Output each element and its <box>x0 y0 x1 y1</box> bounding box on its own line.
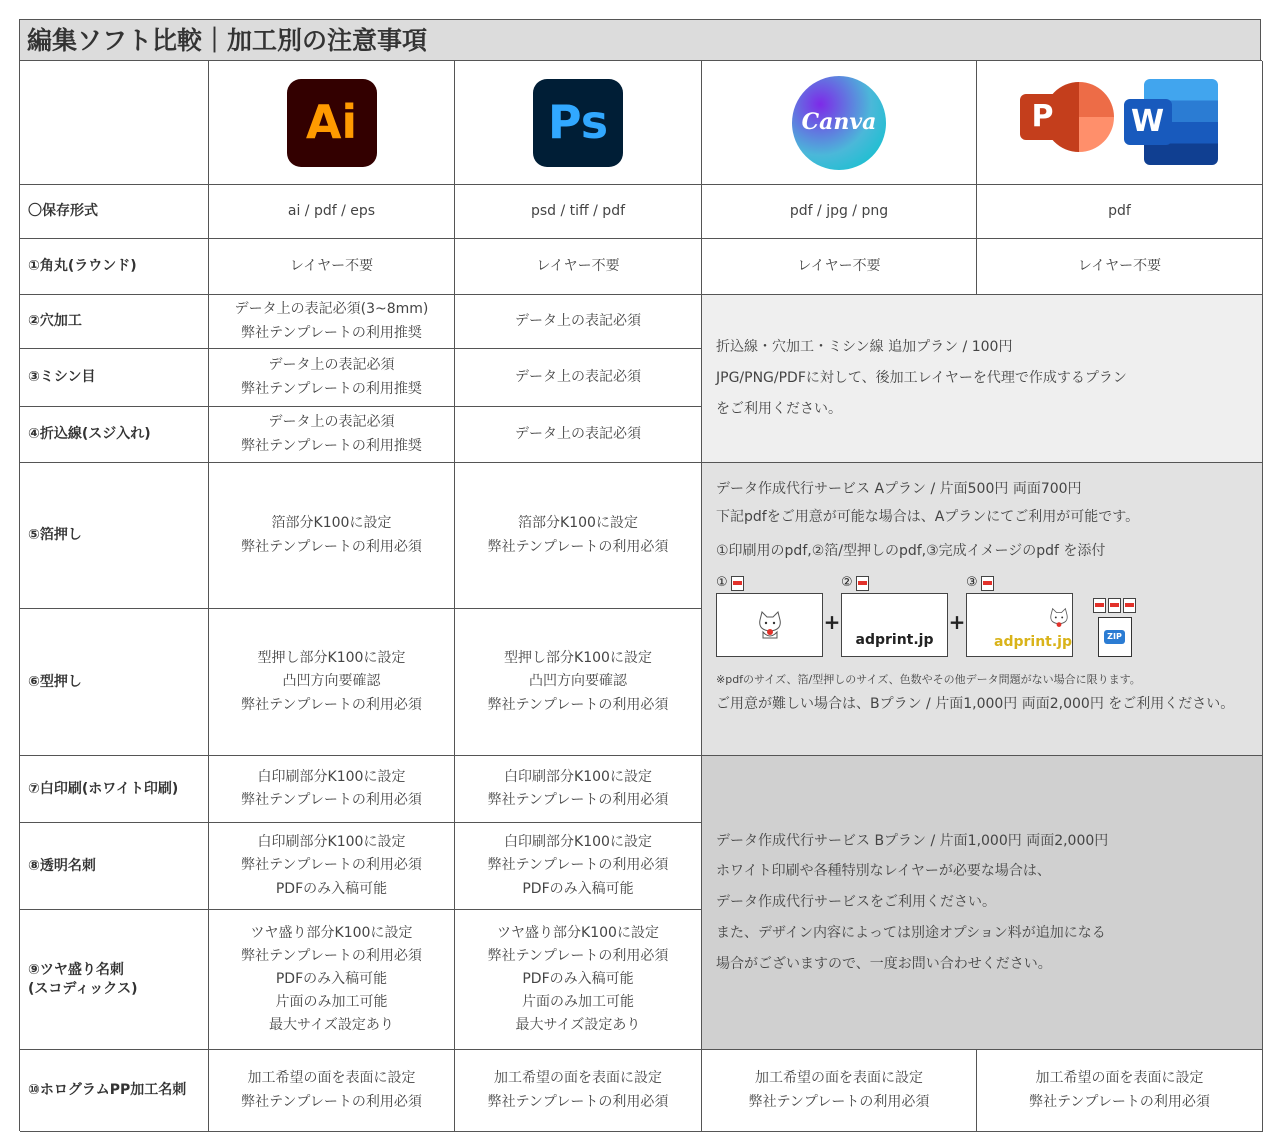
pdf-icon <box>1108 598 1121 613</box>
header-office <box>977 61 1263 185</box>
canva-icon: Canva <box>792 76 886 170</box>
pdf-icon <box>856 576 869 591</box>
emboss-ps: 型押し部分K100に設定 凸凹方向要確認 弊社テンプレートの利用必須 <box>455 609 702 756</box>
gloss-ps: ツヤ盛り部分K100に設定 弊社テンプレートの利用必須 PDFのみ入稿可能 片面のみ加工可能 最大サイズ設定あり <box>455 910 702 1050</box>
hole-ps: データ上の表記必須 <box>455 295 702 349</box>
fold-ai: データ上の表記必須 弊社テンプレートの利用推奨 <box>209 407 455 463</box>
flow-box-3 <box>966 593 1073 657</box>
row-label-format: 〇保存形式 <box>20 185 209 239</box>
comparison-table <box>19 60 1262 1131</box>
hologram-ai: 加工希望の面を表面に設定 弊社テンプレートの利用必須 <box>209 1050 455 1132</box>
row-label-fold: ④折込線(スジ入れ) <box>20 407 209 463</box>
row-label-gloss: ⑨ツヤ盛り名刺 (スコディックス) <box>20 910 209 1050</box>
hologram-canva: 加工希望の面を表面に設定 弊社テンプレートの利用必須 <box>702 1050 977 1132</box>
flow-plus-1: + <box>823 610 841 634</box>
clear-ai: 白印刷部分K100に設定 弊社テンプレートの利用必須 PDFのみ入稿可能 <box>209 823 455 910</box>
row-label-hole: ②穴加工 <box>20 295 209 349</box>
flow-step-1 <box>716 573 823 657</box>
foil-ai: 箔部分K100に設定 弊社テンプレートの利用必須 <box>209 463 455 609</box>
powerpoint-letter: P <box>1020 94 1066 140</box>
plan-a-fallback: ご用意が難しい場合は、Bプラン / 片面1,000円 両面2,000円 をご利用ください。 <box>716 696 1235 713</box>
hologram-ps: 加工希望の面を表面に設定 弊社テンプレートの利用必須 <box>455 1050 702 1132</box>
row-label-hologram: ⑩ホログラムPP加工名刺 <box>20 1050 209 1132</box>
processing-plan-note: 折込線・穴加工・ミシン線 追加プラン / 100円 JPG/PNG/PDFに対して、後加工レイヤーを代理で作成するプラン をご利用ください。 <box>702 295 1263 463</box>
pdf-icon <box>981 576 994 591</box>
flow-step-3-number: ③ <box>966 575 978 591</box>
plan-a-note <box>702 463 1263 756</box>
row-label-foil: ⑤箔押し <box>20 463 209 609</box>
word-letter: W <box>1124 99 1172 145</box>
flow-step-2-number: ② <box>841 575 853 591</box>
round-canva: レイヤー不要 <box>702 239 977 295</box>
flow-step-1-number: ① <box>716 575 728 591</box>
header-illustrator <box>209 61 455 185</box>
pdf-icon <box>731 576 744 591</box>
foil-ps: 箔部分K100に設定 弊社テンプレートの利用必須 <box>455 463 702 609</box>
zip-bundle <box>1093 598 1136 657</box>
round-ai: レイヤー不要 <box>209 239 455 295</box>
zip-file-icon <box>1098 617 1132 657</box>
round-ps: レイヤー不要 <box>455 239 702 295</box>
hologram-office: 加工希望の面を表面に設定 弊社テンプレートの利用必須 <box>977 1050 1263 1132</box>
header-canva <box>702 61 977 185</box>
plan-a-small-note: ※pdfのサイズ、箔/型押しのサイズ、色数やその他データ問題がない場合に限ります。 <box>716 673 1141 686</box>
plan-a-text: データ作成代行サービス Aプラン / 片面500円 両面700円 下記pdfをご用意が可能な場合は、Aプランにてご利用が可能です。 <box>716 481 1140 525</box>
white-ai: 白印刷部分K100に設定 弊社テンプレートの利用必須 <box>209 756 455 823</box>
row-label-white: ⑦白印刷(ホワイト印刷) <box>20 756 209 823</box>
illustrator-icon: Ai <box>287 79 377 167</box>
format-ps: psd / tiff / pdf <box>455 185 702 239</box>
format-canva: pdf / jpg / png <box>702 185 977 239</box>
corner-cell <box>20 61 209 185</box>
format-ai: ai / pdf / eps <box>209 185 455 239</box>
flow-box-1 <box>716 593 823 657</box>
clear-ps: 白印刷部分K100に設定 弊社テンプレートの利用必須 PDFのみ入稿可能 <box>455 823 702 910</box>
flow-box-3-text: adprint.jp <box>994 633 1072 650</box>
emboss-ai: 型押し部分K100に設定 凸凹方向要確認 弊社テンプレートの利用必須 <box>209 609 455 756</box>
format-office: pdf <box>977 185 1263 239</box>
pdf-icon <box>1123 598 1136 613</box>
flow-step-3 <box>966 573 1073 657</box>
flow-step-2 <box>841 573 948 657</box>
flow-plus-2: + <box>948 610 966 634</box>
perforation-ps: データ上の表記必須 <box>455 349 702 407</box>
flow-box-2: adprint.jp <box>841 593 948 657</box>
row-label-round: ①角丸(ラウンド) <box>20 239 209 295</box>
zip-label: ZIP <box>1104 630 1125 643</box>
round-office: レイヤー不要 <box>977 239 1263 295</box>
photoshop-icon: Ps <box>533 79 623 167</box>
word-icon <box>1124 79 1220 167</box>
plan-a-flow <box>716 571 1136 657</box>
powerpoint-icon <box>1020 78 1116 168</box>
plan-a-attach: ①印刷用のpdf,②箔/型押しのpdf,③完成イメージのpdf を添付 <box>716 543 1106 559</box>
white-ps: 白印刷部分K100に設定 弊社テンプレートの利用必須 <box>455 756 702 823</box>
fold-ps: データ上の表記必須 <box>455 407 702 463</box>
perforation-ai: データ上の表記必須 弊社テンプレートの利用推奨 <box>209 349 455 407</box>
gloss-ai: ツヤ盛り部分K100に設定 弊社テンプレートの利用必須 PDFのみ入稿可能 片面のみ加工可能 最大サイズ設定あり <box>209 910 455 1050</box>
header-photoshop <box>455 61 702 185</box>
pdf-icon <box>1093 598 1106 613</box>
row-label-emboss: ⑥型押し <box>20 609 209 756</box>
hole-ai: データ上の表記必須(3~8mm) 弊社テンプレートの利用推奨 <box>209 295 455 349</box>
cat-icon <box>1046 607 1072 631</box>
cat-icon <box>757 610 783 640</box>
page-title: 編集ソフト比較｜加工別の注意事項 <box>19 19 1261 61</box>
row-label-clear: ⑧透明名刺 <box>20 823 209 910</box>
row-label-perforation: ③ミシン目 <box>20 349 209 407</box>
plan-b-note: データ作成代行サービス Bプラン / 片面1,000円 両面2,000円 ホワイト印刷や各種特別なレイヤーが必要な場合は、 データ作成代行サービスをご利用ください。 また、デザイン内容によっては別途オプション料が追加になる 場合がございますので、一度お問い合わせください。 <box>702 756 1263 1050</box>
